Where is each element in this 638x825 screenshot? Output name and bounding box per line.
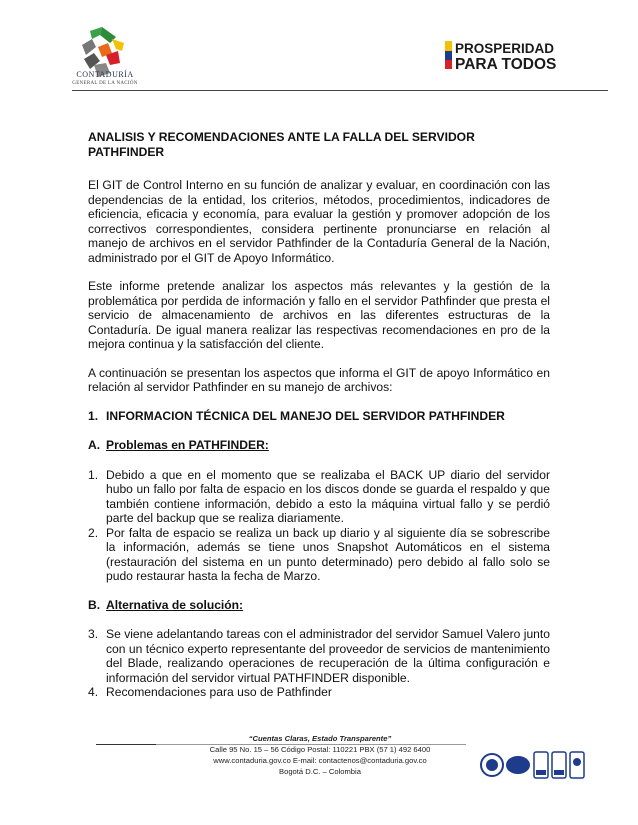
footer-address: Calle 95 No. 15 – 56 Código Postal: 110221 PBX (57 1) 492 6400 <box>209 745 431 754</box>
logo-name: CONTADURÍA <box>76 70 134 79</box>
logo-subtitle: GENERAL DE LA NACIÓN <box>72 81 138 86</box>
list-item: 1. Debido a que en el momento que se realizaba el BACK UP diario del servidor hubo un fallo por falta de espacio en los discos donde se guarda el respaldo y que también contiene información, debido a esto la máquina virtual fallo y se perdió parte del backup que se realiza diariamente. <box>88 467 550 525</box>
list-item: 4. Recomendaciones para uso de Pathfinder <box>88 685 332 699</box>
paragraph-intro: El GIT de Control Interno en su función de analizar y evaluar, en coordinación con las dependencias de la entidad, los criterios, métodos, procedimientos, indicadores de eficiencia, eficacia y economía, para evaluar la gestión y promover adopción de los correctivos correspondientes, considera pertinente pronunciarse en relación al manejo de archivos en el servidor Pathfinder de la Contaduría General de la Nación, administrado por el GIT de Apoyo Informático. <box>88 178 550 265</box>
page-footer <box>160 733 480 777</box>
footer-web: www.contaduria.gov.co E-mail: contactenos@contaduria.gov.co <box>213 756 427 765</box>
footer-divider <box>96 744 156 745</box>
list-item: 2. Por falta de espacio se realiza un back up diario y al siguiente día se sobrescribe la información, además se tiene unos Snapshot Automáticos en el sistema (restauración del sistema en un punto determinado) pero debido al fallo solo se pudo restaurar hasta la fecha de Marzo. <box>88 525 550 583</box>
footer-motto: “Cuentas Claras, Estado Transparente” <box>248 734 392 743</box>
subsection-heading-b: B. Alternativa de solución: <box>88 597 244 612</box>
list-item: 3. Se viene adelantando tareas con el administrador del servidor Samuel Valero junto con un técnico experto representante del proveedor de servicios de mantenimiento del Blade, realizando operaciones de recuperación de la última configuración e información del servidor virtual PATHFINDER disponible. <box>88 627 550 685</box>
section-heading-1: 1. INFORMACION TÉCNICA DEL MANEJO DEL SERVIDOR PATHFINDER <box>88 408 505 423</box>
prosperidad-logo-icon <box>445 39 575 73</box>
subsection-heading-a: A. Problemas en PATHFINDER: <box>88 438 269 452</box>
document-body <box>88 130 550 700</box>
logo-line2: PARA TODOS <box>455 56 557 73</box>
certification-seals-icon <box>480 748 600 782</box>
header-divider <box>72 90 608 91</box>
paragraph-aspects: A continuación se presentan los aspectos que informa el GIT de apoyo Informático en relación al servidor Pathfinder en su manejo de archivos: <box>88 365 550 394</box>
logo-line1: PROSPERIDAD <box>455 41 555 56</box>
contaduria-logo-caption <box>60 70 150 88</box>
document-title: ANALISIS Y RECOMENDACIONES ANTE LA FALLA DEL SERVIDOR PATHFINDER <box>88 130 475 159</box>
paragraph-purpose: Este informe pretende analizar los aspectos más relevantes y la gestión de la problemática por perdida de información y fallo en el servidor Pathfinder que presta el servicio de almacenamiento de archivos en las diferentes estructuras de la Contaduría. De igual manera realizar las respectivas recomendaciones en pro de la mejora continua y la satisfacción del cliente. <box>88 279 550 351</box>
footer-city: Bogotá D.C. – Colombia <box>279 767 361 776</box>
